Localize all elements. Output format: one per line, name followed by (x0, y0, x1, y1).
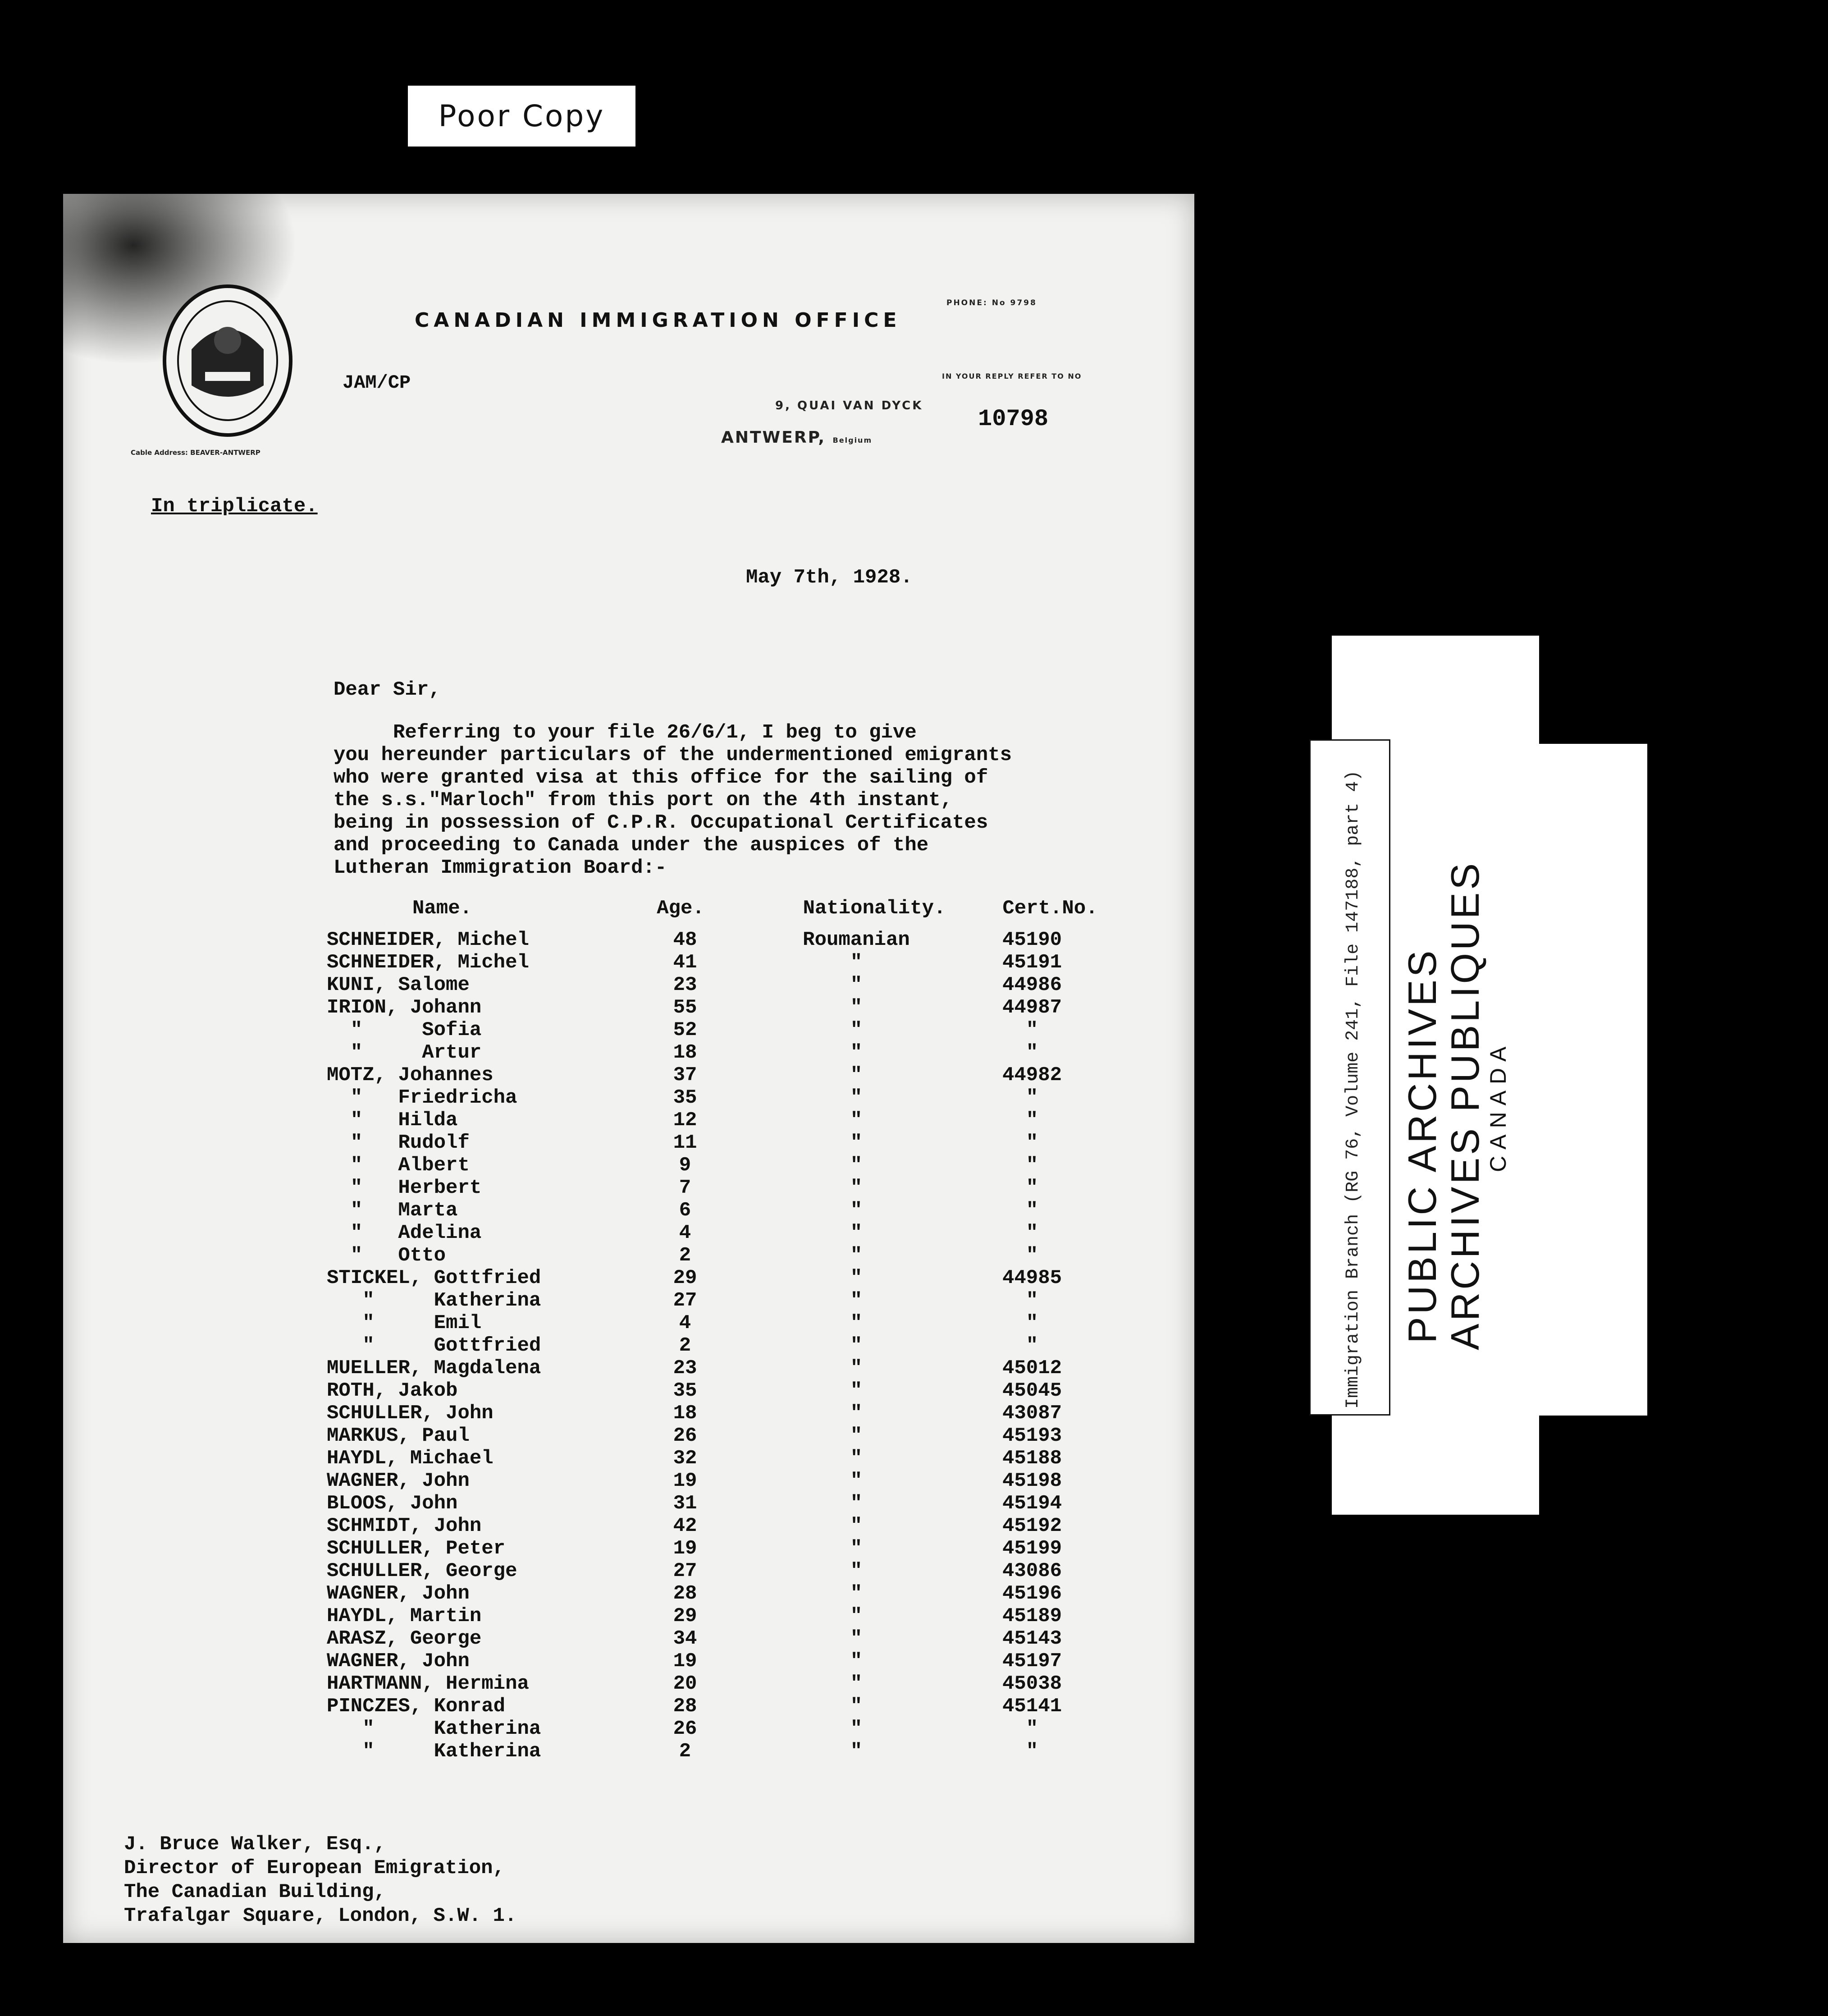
emigrant-age: 20 (673, 1672, 697, 1695)
emigrant-cert-no: " (1026, 1109, 1038, 1132)
emigrant-age: 37 (673, 1064, 697, 1086)
emigrant-age: 2 (679, 1244, 691, 1267)
emigrant-name: " Albert (327, 1154, 470, 1177)
table-row (63, 929, 1194, 951)
table-row (63, 1154, 1194, 1177)
emigrant-name: SCHMIDT, John (327, 1515, 482, 1537)
emigrant-nationality: " (850, 996, 863, 1019)
table-header (63, 897, 1194, 929)
emigrant-age: 18 (673, 1041, 697, 1064)
emigrant-age: 29 (673, 1267, 697, 1289)
emigrant-age: 52 (673, 1019, 697, 1041)
table-row (63, 1740, 1194, 1763)
table-row (63, 1199, 1194, 1222)
emigrant-cert-no: 45196 (1002, 1582, 1062, 1605)
emigrant-name: PINCZES, Konrad (327, 1695, 506, 1718)
emigrant-name: SCHULLER, George (327, 1560, 517, 1582)
emigrant-age: 2 (679, 1740, 691, 1763)
emigrant-age: 7 (679, 1177, 691, 1199)
emigrant-age: 42 (673, 1515, 697, 1537)
emigrant-nationality: " (850, 1515, 863, 1537)
emigrant-nationality: " (850, 1447, 863, 1470)
emigrant-cert-no: 45038 (1002, 1672, 1062, 1695)
emigrant-nationality: " (850, 1041, 863, 1064)
city (721, 428, 872, 447)
body-line: who were granted visa at this office for the sailing of (334, 766, 988, 789)
emigrant-age: 35 (673, 1086, 697, 1109)
emigrant-name: KUNI, Salome (327, 974, 470, 996)
emigrant-age: 4 (679, 1312, 691, 1334)
emigrant-nationality: " (850, 1109, 863, 1132)
body-line: Lutheran Immigration Board:- (334, 857, 667, 879)
emigrant-name: " Katherina (327, 1740, 541, 1763)
table-row (63, 1041, 1194, 1064)
emigrant-age: 31 (673, 1492, 697, 1515)
table-row (63, 1289, 1194, 1312)
emigrant-age: 6 (679, 1199, 691, 1222)
table-row (63, 1515, 1194, 1537)
emigrant-name: STICKEL, Gottfried (327, 1267, 541, 1289)
emigrant-nationality: " (850, 1650, 863, 1672)
emigrant-cert-no: " (1026, 1718, 1038, 1740)
column-header-nationality: Nationality. (803, 897, 946, 920)
emigrant-cert-no: 45190 (1002, 929, 1062, 951)
emigrant-age: 34 (673, 1627, 697, 1650)
archive-title-fr: ARCHIVES PUBLIQUES (1443, 860, 1487, 1350)
emigrant-nationality: " (850, 1560, 863, 1582)
table-row (63, 1650, 1194, 1672)
emigrant-cert-no: " (1026, 1086, 1038, 1109)
emigrant-name: ARASZ, George (327, 1627, 482, 1650)
street-address: 9, QUAI VAN DYCK (775, 399, 923, 412)
emigrant-cert-no: " (1026, 1222, 1038, 1244)
table-row (63, 1402, 1194, 1425)
phone-number: PHONE: No 9798 (946, 298, 1037, 307)
emigrant-nationality: " (850, 1267, 863, 1289)
emigrant-nationality: " (850, 1177, 863, 1199)
emigrant-name: WAGNER, John (327, 1470, 470, 1492)
emigrant-cert-no: 45141 (1002, 1695, 1062, 1718)
address-line: Trafalgar Square, London, S.W. 1. (124, 1905, 517, 1927)
emigrant-nationality: " (850, 1334, 863, 1357)
letter-date: May 7th, 1928. (746, 566, 913, 589)
archive-tag-flap (1539, 744, 1647, 1416)
table-row (63, 1605, 1194, 1627)
emigrant-age: 48 (673, 929, 697, 951)
emigrant-cert-no: 45189 (1002, 1605, 1062, 1627)
reference-number: 10798 (978, 406, 1049, 432)
emigrant-name: BLOOS, John (327, 1492, 458, 1515)
emigrant-name: MOTZ, Johannes (327, 1064, 494, 1086)
emigrant-age: 4 (679, 1222, 691, 1244)
emigrant-cert-no: 45012 (1002, 1357, 1062, 1379)
table-row (63, 1492, 1194, 1515)
emigrant-name: " Otto (327, 1244, 446, 1267)
emigrant-name: " Katherina (327, 1718, 541, 1740)
emigrant-nationality: " (850, 1064, 863, 1086)
table-row (63, 1267, 1194, 1289)
emigrant-cert-no: 45188 (1002, 1447, 1062, 1470)
emigrant-nationality: " (850, 1312, 863, 1334)
emigrant-nationality: " (850, 1244, 863, 1267)
table-row (63, 974, 1194, 996)
table-rows (63, 929, 1194, 1763)
table-row (63, 1718, 1194, 1740)
emigrant-nationality: " (850, 1740, 863, 1763)
emigrant-cert-no: 45192 (1002, 1515, 1062, 1537)
column-header-name: Name. (412, 897, 472, 920)
table-row (63, 1334, 1194, 1357)
emigrant-name: IRION, Johann (327, 996, 482, 1019)
emigrant-age: 28 (673, 1582, 697, 1605)
emigrant-name: HARTMANN, Hermina (327, 1672, 529, 1695)
table-row (63, 1425, 1194, 1447)
table-row (63, 1447, 1194, 1470)
table-row (63, 1086, 1194, 1109)
table-row (63, 1627, 1194, 1650)
body-line: Referring to your file 26/G/1, I beg to give (334, 721, 917, 744)
emigrant-nationality: " (850, 1222, 863, 1244)
column-header-cert: Cert.No. (1002, 897, 1098, 920)
triplicate-note: In triplicate. (151, 495, 318, 518)
emigrant-nationality: " (850, 1154, 863, 1177)
table-row (63, 1537, 1194, 1560)
emigrant-cert-no: 43086 (1002, 1560, 1062, 1582)
office-name: CANADIAN IMMIGRATION OFFICE (415, 309, 901, 332)
emigrant-age: 12 (673, 1109, 697, 1132)
emigrant-nationality: " (850, 1605, 863, 1627)
emigrant-nationality: " (850, 1199, 863, 1222)
emigrant-nationality: " (850, 1086, 863, 1109)
emigrant-age: 29 (673, 1605, 697, 1627)
emigrant-name: HAYDL, Michael (327, 1447, 494, 1470)
emigrant-age: 26 (673, 1425, 697, 1447)
emigrant-name: SCHNEIDER, Michel (327, 929, 529, 951)
emigrant-cert-no: 43087 (1002, 1402, 1062, 1425)
letter-body (334, 721, 1012, 879)
emigrant-age: 19 (673, 1650, 697, 1672)
emigrant-name: " Herbert (327, 1177, 482, 1199)
emigrant-age: 27 (673, 1289, 697, 1312)
emigrant-cert-no: " (1026, 1244, 1038, 1267)
address-line: The Canadian Building, (124, 1881, 386, 1903)
emigrant-cert-no: 44987 (1002, 996, 1062, 1019)
archive-reference: Immigration Branch (RG 76, Volume 241, File 147188, part 4) (1343, 770, 1363, 1409)
emigrant-name: " Rudolf (327, 1132, 470, 1154)
table-row (63, 1695, 1194, 1718)
emigrant-cert-no: " (1026, 1154, 1038, 1177)
emigrant-nationality: " (850, 1379, 863, 1402)
table-row (63, 1560, 1194, 1582)
table-row (63, 1019, 1194, 1041)
emigrant-age: 23 (673, 1357, 697, 1379)
emigrant-name: " Hilda (327, 1109, 458, 1132)
emigrant-age: 28 (673, 1695, 697, 1718)
address-line: J. Bruce Walker, Esq., (124, 1833, 386, 1856)
emigrant-name: " Adelina (327, 1222, 482, 1244)
salutation: Dear Sir, (334, 678, 441, 701)
emigrant-nationality: " (850, 974, 863, 996)
emigrant-age: 27 (673, 1560, 697, 1582)
table-row (63, 1357, 1194, 1379)
table-row (63, 1470, 1194, 1492)
emigrant-nationality: " (850, 1402, 863, 1425)
table-row (63, 1222, 1194, 1244)
emigrant-name: SCHULLER, John (327, 1402, 494, 1425)
emigrant-nationality: " (850, 1492, 863, 1515)
table-row (63, 1379, 1194, 1402)
emigrant-name: MUELLER, Magdalena (327, 1357, 541, 1379)
emigrant-nationality: " (850, 1470, 863, 1492)
emigrant-nationality: " (850, 1425, 863, 1447)
emigrant-name: SCHNEIDER, Michel (327, 951, 529, 974)
emigrant-cert-no: 45191 (1002, 951, 1062, 974)
emigrant-name: " Gottfried (327, 1334, 541, 1357)
table-row (63, 1132, 1194, 1154)
emigrant-cert-no: 44982 (1002, 1064, 1062, 1086)
emigrant-age: 41 (673, 951, 697, 974)
table-row (63, 1064, 1194, 1086)
emigrant-nationality: " (850, 1718, 863, 1740)
emigrant-nationality: " (850, 1695, 863, 1718)
emigrant-name: " Emil (327, 1312, 482, 1334)
emigrant-name: MARKUS, Paul (327, 1425, 470, 1447)
emigrant-cert-no: 45197 (1002, 1650, 1062, 1672)
emigrant-age: 11 (673, 1132, 697, 1154)
letter-page (63, 194, 1194, 1943)
emigrant-nationality: " (850, 1627, 863, 1650)
table-row (63, 951, 1194, 974)
emigrant-cert-no: " (1026, 1177, 1038, 1199)
emigrant-cert-no: " (1026, 1334, 1038, 1357)
reply-refer-label: IN YOUR REPLY REFER TO NO (942, 372, 1082, 380)
emigrant-cert-no: 45045 (1002, 1379, 1062, 1402)
body-line: being in possession of C.P.R. Occupational Certificates (334, 811, 988, 834)
emigrant-nationality: " (850, 1357, 863, 1379)
emigrant-cert-no: 45194 (1002, 1492, 1062, 1515)
emigrant-name: WAGNER, John (327, 1650, 470, 1672)
emigrant-nationality: " (850, 1132, 863, 1154)
emigrant-name: SCHULLER, Peter (327, 1537, 506, 1560)
body-line: you hereunder particulars of the undermentioned emigrants (334, 744, 1012, 766)
emigrant-cert-no: 45193 (1002, 1425, 1062, 1447)
emigrant-cert-no: " (1026, 1312, 1038, 1334)
table-row (63, 1244, 1194, 1267)
emigrant-age: 35 (673, 1379, 697, 1402)
emigrant-cert-no: " (1026, 1740, 1038, 1763)
emigrant-cert-no: 45199 (1002, 1537, 1062, 1560)
poor-copy-label: Poor Copy (408, 86, 635, 147)
table-row (63, 1109, 1194, 1132)
table-row (63, 996, 1194, 1019)
archive-title-en: PUBLIC ARCHIVES (1400, 948, 1444, 1343)
emigrant-name: WAGNER, John (327, 1582, 470, 1605)
body-line: and proceeding to Canada under the auspices of the (334, 834, 929, 857)
table-row (63, 1672, 1194, 1695)
table-row (63, 1177, 1194, 1199)
emigrant-name: " Friedricha (327, 1086, 517, 1109)
emigrant-cert-no: 44985 (1002, 1267, 1062, 1289)
emigrant-age: 23 (673, 974, 697, 996)
emigrant-age: 19 (673, 1537, 697, 1560)
emigrant-cert-no: " (1026, 1289, 1038, 1312)
emigrant-cert-no: 45198 (1002, 1470, 1062, 1492)
address-line: Director of European Emigration, (124, 1857, 505, 1879)
emigrant-nationality: " (850, 1537, 863, 1560)
emigrant-name: HAYDL, Martin (327, 1605, 482, 1627)
archive-country: CANADA (1485, 1040, 1511, 1172)
emigrant-age: 9 (679, 1154, 691, 1177)
country: Belgium (832, 436, 873, 444)
city-name: ANTWERP, (721, 428, 826, 447)
emigrant-nationality: " (850, 1672, 863, 1695)
emigrant-age: 18 (673, 1402, 697, 1425)
emigrant-nationality: " (850, 1289, 863, 1312)
column-header-age: Age. (657, 897, 704, 920)
emigrant-cert-no: " (1026, 1199, 1038, 1222)
emigrant-age: 19 (673, 1470, 697, 1492)
body-line: the s.s."Marloch" from this port on the 4th instant, (334, 789, 953, 811)
emigrant-cert-no: 45143 (1002, 1627, 1062, 1650)
emigrant-name: " Sofia (327, 1019, 482, 1041)
emigrant-table (63, 897, 1194, 1763)
emigrant-name: ROTH, Jakob (327, 1379, 458, 1402)
emigrant-age: 32 (673, 1447, 697, 1470)
emigrant-nationality: " (850, 1582, 863, 1605)
emigrant-nationality: " (850, 951, 863, 974)
emigrant-name: " Marta (327, 1199, 458, 1222)
emigrant-nationality: Roumanian (803, 929, 910, 951)
typist-initials: JAM/CP (343, 372, 411, 394)
emigrant-cert-no: " (1026, 1019, 1038, 1041)
emigrant-age: 2 (679, 1334, 691, 1357)
emigrant-cert-no: " (1026, 1132, 1038, 1154)
table-row (63, 1312, 1194, 1334)
recipient-address (124, 1833, 516, 1928)
emigrant-name: " Artur (327, 1041, 482, 1064)
emigrant-age: 26 (673, 1718, 697, 1740)
emigrant-name: " Katherina (327, 1289, 541, 1312)
emigrant-age: 55 (673, 996, 697, 1019)
immigration-seal-icon (160, 282, 295, 440)
emigrant-cert-no: " (1026, 1041, 1038, 1064)
table-row (63, 1582, 1194, 1605)
emigrant-nationality: " (850, 1019, 863, 1041)
emigrant-cert-no: 44986 (1002, 974, 1062, 996)
cable-address: Cable Address: BEAVER-ANTWERP (131, 449, 260, 457)
